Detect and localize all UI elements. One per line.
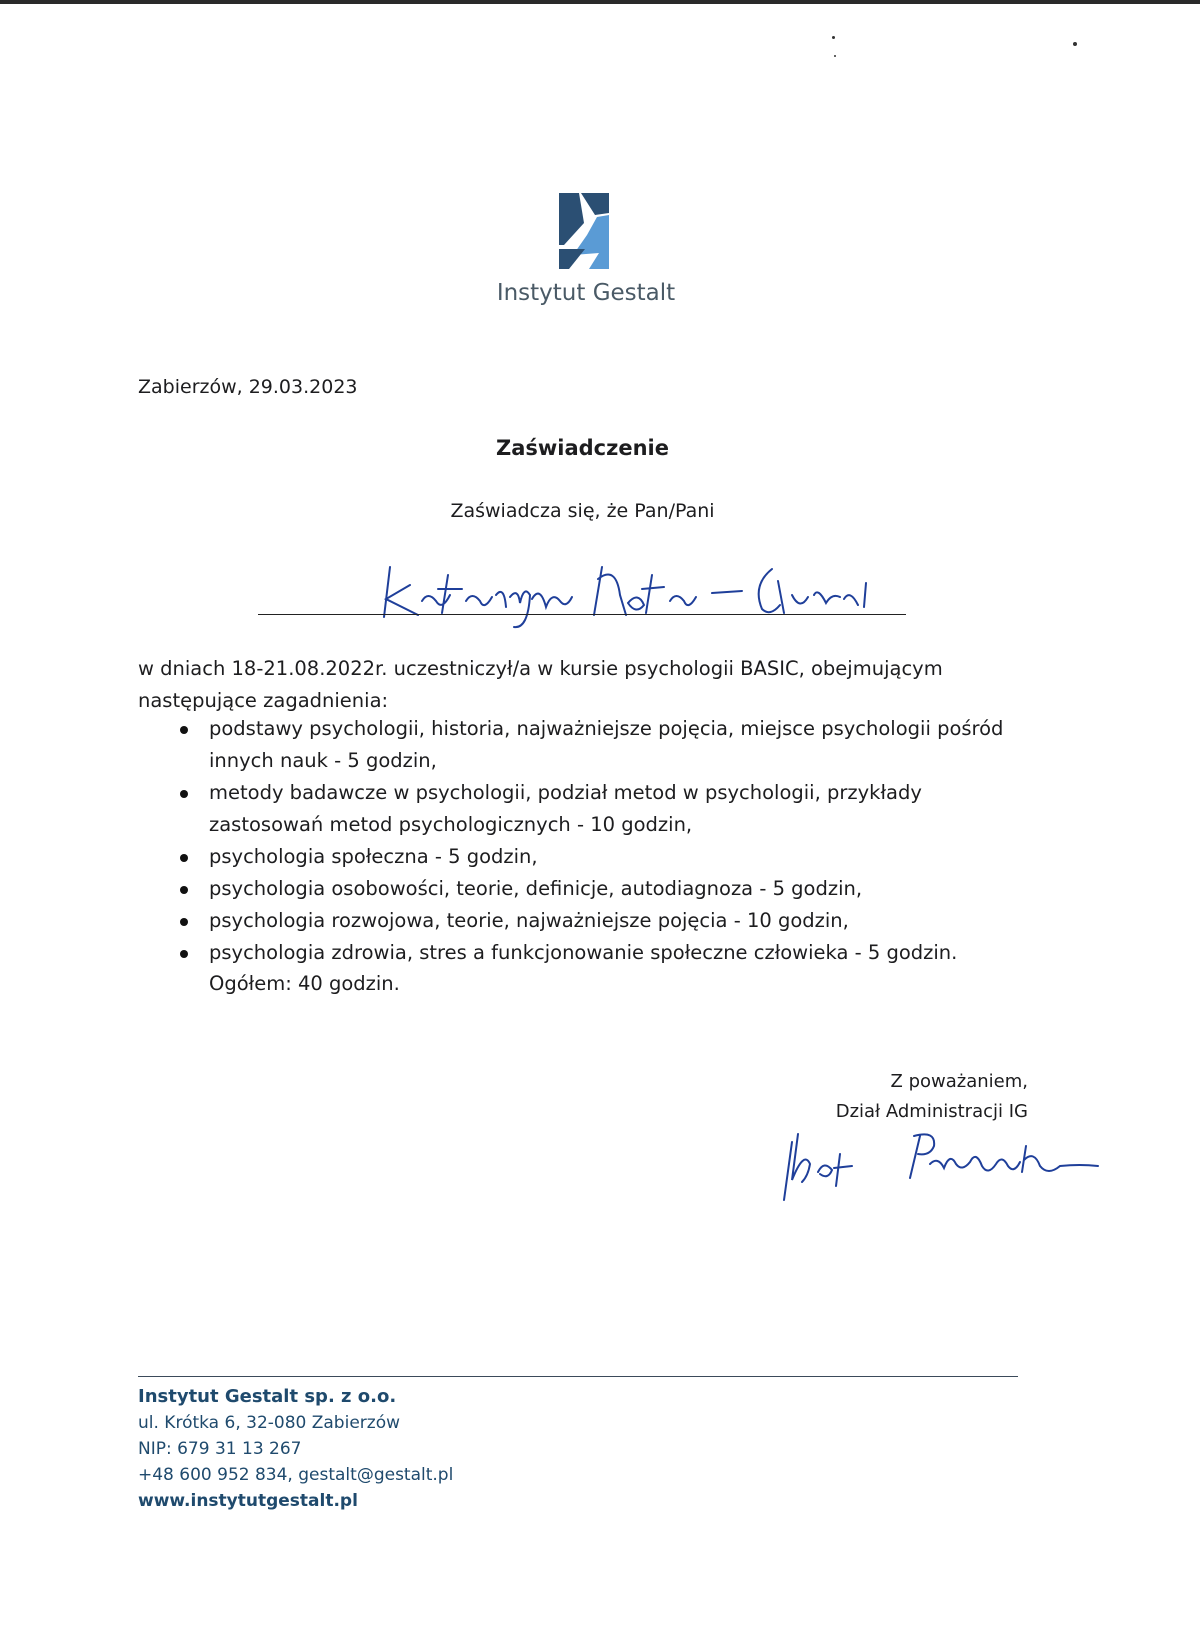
document-title: Zaświadczenie: [495, 436, 669, 460]
footer-company: Instytut Gestalt sp. z o.o.: [138, 1386, 397, 1407]
name-underline: [258, 614, 906, 615]
logo-shape-top: [581, 193, 609, 215]
list-item: metody badawcze w psychologii, podział metod w psychologii, przykłady zastosowań metod psychologicznych - 10 godzin,: [180, 777, 1040, 841]
instytut-gestalt-logo-icon: [559, 193, 609, 269]
scan-speck: [832, 36, 835, 39]
scan-speck: [834, 55, 836, 57]
closing-department: Dział Administracji IG: [835, 1101, 1028, 1122]
scan-speck: [1073, 42, 1077, 46]
topics-list: [180, 713, 1040, 969]
date-line: Zabierzów, 29.03.2023: [138, 376, 358, 398]
footer-website[interactable]: www.instytutgestalt.pl: [138, 1491, 358, 1511]
closing-block: [700, 1067, 1028, 1127]
participant-signature: [380, 555, 910, 630]
logo-shape-dark: [559, 193, 584, 245]
list-item: psychologia zdrowia, stres a funkcjonowanie społeczne człowieka - 5 godzin.: [180, 937, 1040, 969]
logo-text: Instytut Gestalt: [496, 280, 676, 306]
intro-text: Zaświadcza się, że Pan/Pani: [450, 500, 715, 522]
list-item: psychologia osobowości, teorie, definicje, autodiagnoza - 5 godzin,: [180, 873, 1040, 905]
total-hours: Ogółem: 40 godzin.: [209, 972, 400, 995]
closing-greeting: Z poważaniem,: [890, 1071, 1028, 1092]
logo-shape-bottom: [559, 249, 585, 269]
list-item: psychologia rozwojowa, teorie, najważniejsze pojęcia - 10 godzin,: [180, 905, 1040, 937]
footer-contact: +48 600 952 834, gestalt@gestalt.pl: [138, 1465, 454, 1485]
list-item: psychologia społeczna - 5 godzin,: [180, 841, 1040, 873]
footer-address: ul. Krótka 6, 32-080 Zabierzów: [138, 1413, 400, 1433]
footer: [138, 1384, 453, 1514]
footer-divider: [138, 1376, 1018, 1377]
list-item: podstawy psychologii, historia, najważniejsze pojęcia, miejsce psychologii pośród innych nauk - 5 godzin,: [180, 713, 1040, 777]
scan-top-border: [0, 0, 1200, 4]
admin-signature: [780, 1120, 1110, 1210]
footer-nip: NIP: 679 31 13 267: [138, 1439, 302, 1459]
course-description: w dniach 18-21.08.2022r. uczestniczył/a w kursie psychologii BASIC, obejmującym następujące zagadnienia:: [138, 657, 943, 712]
